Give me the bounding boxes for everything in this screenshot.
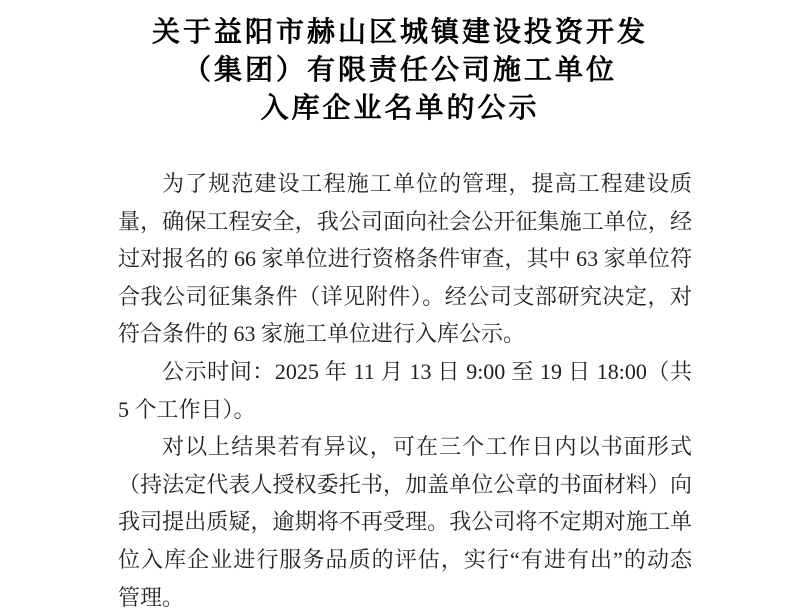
body-line-10: 我司提出质疑，逾期将不再受理。我公司将不定期对施工单 [118, 509, 692, 535]
document-body [118, 165, 692, 616]
title-line-1: 关于益阳市赫山区城镇建设投资开发 [151, 16, 648, 47]
body-line-1: 为了规范建设工程施工单位的管理，提高工程建设质 [162, 171, 692, 196]
body-line-4: 合我公司征集条件（详见附件）。经公司支部研究决定，对 [118, 283, 692, 309]
body-line-9: （持法定代表人授权委托书，加盖单位公章的书面材料）向 [118, 471, 692, 497]
title-line-3: 入库企业名单的公示 [260, 92, 540, 123]
body-line-12: 管理。 [118, 584, 185, 610]
body-line-7: 5 个工作日）。 [118, 396, 256, 422]
body-line-2: 量，确保工程安全，我公司面向社会公开征集施工单位，经 [118, 208, 692, 234]
document-title [0, 0, 800, 127]
body-line-6: 公示时间：2025 年 11 月 13 日 9:00 至 19 日 18:00（共 [162, 358, 692, 384]
body-line-3: 过对报名的 66 家单位进行资格条件审查，其中 63 家单位符 [118, 246, 692, 272]
body-line-8: 对以上结果若有异议，可在三个工作日内以书面形式 [162, 434, 692, 460]
body-line-5: 符合条件的 63 家施工单位进行入库公示。 [118, 321, 526, 347]
body-line-11: 位入库企业进行服务品质的评估，实行“有进有出”的动态 [118, 546, 692, 572]
title-line-2: （集团）有限责任公司施工单位 [182, 54, 617, 85]
